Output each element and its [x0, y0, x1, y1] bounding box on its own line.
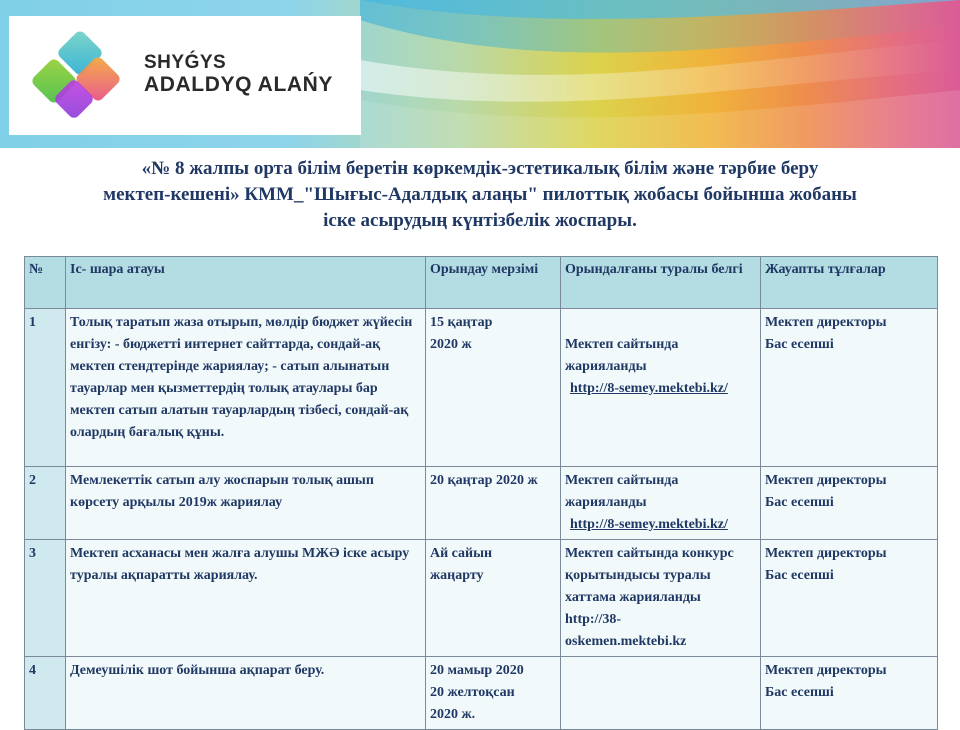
- table-row: [25, 467, 938, 540]
- logo-line-1: SHYǴYS: [144, 52, 227, 73]
- row-mark: [561, 657, 761, 730]
- term-line: 15 қаңтар: [430, 315, 493, 330]
- row-mark: [561, 309, 761, 467]
- logo-wordmark: [144, 52, 333, 96]
- row-event: Мемлекеттік сатып алу жоспарын толық ашып көрсету арқылы 2019ж жариялау: [66, 467, 426, 540]
- term-line: Ай сайын: [430, 546, 493, 561]
- col-header-responsible: Жауапты тұлғалар: [761, 257, 938, 309]
- mark-line: қорытындысы туралы: [565, 568, 711, 583]
- row-term: [426, 309, 561, 467]
- mark-line: oskemen.mektebi.kz: [565, 634, 687, 649]
- table-row: [25, 309, 938, 467]
- responsible-line: Мектеп директоры: [765, 473, 887, 488]
- mark-line: Мектеп сайтында: [565, 473, 679, 488]
- title-line-3: іске асырудың күнтізбелік жоспары.: [323, 210, 637, 231]
- row-number: 2: [25, 467, 66, 540]
- mark-line: жарияланды: [565, 495, 647, 510]
- term-line: жаңарту: [430, 568, 484, 583]
- table-header-row: [25, 257, 938, 309]
- title-line-2: мектеп-кешені» КММ_"Шығыс-Адалдық алаңы" пилоттық жобасы бойынша жобаны: [103, 184, 857, 205]
- mark-line: хаттама жарияланды: [565, 590, 701, 605]
- row-event: Толық таратып жаза отырып, мөлдір бюджет жүйесін енгізу: - бюджетті интернет сайттарда, сондай-ақ мектеп стендтерінде жариялау; - сатып алынатын тауарлар мен қызметтердің толық атаулары бар мектеп сатып алатын тауарлардың тізбесі, сондай-ақ олардың бағалық құны.: [66, 309, 426, 467]
- row-term: [426, 467, 561, 540]
- responsible-line: Мектеп директоры: [765, 315, 887, 330]
- col-header-event: Іс- шара атауы: [66, 257, 426, 309]
- row-mark: [561, 540, 761, 657]
- title-line-1: «№ 8 жалпы орта білім беретін көркемдік-эстетикалық білім және тәрбие беру: [141, 158, 819, 179]
- row-event: Демеушілік шот бойынша ақпарат беру.: [66, 657, 426, 730]
- logo-mark-icon: [23, 28, 135, 124]
- row-event: Мектеп асханасы мен жалға алушы МЖӘ іске асыру туралы ақпаратты жариялау.: [66, 540, 426, 657]
- responsible-line: Бас есепші: [765, 495, 834, 510]
- col-header-term: Орындау мерзімі: [426, 257, 561, 309]
- mark-line: жарияланды: [565, 359, 647, 374]
- col-header-mark: Орындалғаны туралы белгі: [561, 257, 761, 309]
- row-responsible: [761, 309, 938, 467]
- responsible-line: Бас есепші: [765, 337, 834, 352]
- logo: [9, 16, 361, 135]
- mark-line: http://38-: [565, 612, 621, 627]
- row-number: 4: [25, 657, 66, 730]
- row-number: 3: [25, 540, 66, 657]
- mark-link[interactable]: http://8-semey.mektebi.kz/: [570, 381, 728, 396]
- term-line: 2020 ж.: [430, 707, 476, 722]
- table-row: [25, 657, 938, 730]
- col-header-number: №: [25, 257, 66, 309]
- responsible-line: Бас есепші: [765, 685, 834, 700]
- term-line: 20 мамыр 2020: [430, 663, 524, 678]
- plan-table: [24, 256, 938, 730]
- term-line: 2020 ж: [430, 337, 472, 352]
- mark-line: Мектеп сайтында: [565, 337, 679, 352]
- row-term: [426, 540, 561, 657]
- term-line: 20 желтоқсан: [430, 685, 515, 700]
- logo-line-2: ADALDYQ ALAŃY: [144, 73, 334, 96]
- responsible-line: Бас есепші: [765, 568, 834, 583]
- row-mark: [561, 467, 761, 540]
- responsible-line: Мектеп директоры: [765, 546, 887, 561]
- mark-line: Мектеп сайтында конкурс: [565, 546, 734, 561]
- term-line: 20 қаңтар 2020 ж: [430, 473, 538, 488]
- header-banner: [0, 0, 960, 148]
- row-responsible: [761, 540, 938, 657]
- row-responsible: [761, 657, 938, 730]
- row-number: 1: [25, 309, 66, 467]
- row-responsible: [761, 467, 938, 540]
- table-row: [25, 540, 938, 657]
- responsible-line: Мектеп директоры: [765, 663, 887, 678]
- page-title: [40, 156, 920, 234]
- mark-link[interactable]: http://8-semey.mektebi.kz/: [570, 517, 728, 532]
- row-term: [426, 657, 561, 730]
